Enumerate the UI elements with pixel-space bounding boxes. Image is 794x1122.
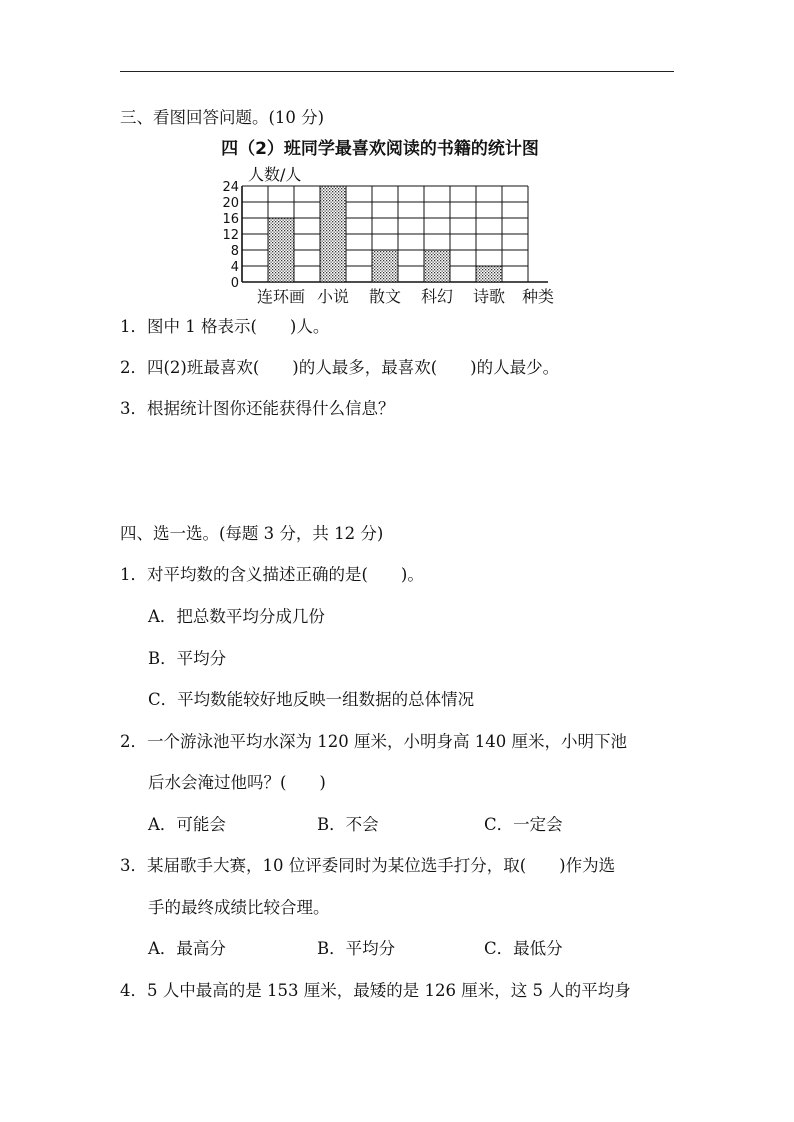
q4-3-option-b: B．平均分 [317, 939, 396, 958]
q4-2-option-b: B．不会 [317, 815, 379, 834]
q3-1: 1．图中 1 格表示( )人。 [120, 317, 330, 336]
header-rule [120, 71, 674, 72]
q3-2: 2．四(2)班最喜欢( )的人最多，最喜欢( )的人最少。 [120, 358, 560, 377]
q4-4-stem-line1: 4．5 人中最高的是 153 厘米，最矮的是 126 厘米，这 5 人的平均身 [120, 981, 631, 1000]
y-tick-label: 8 [230, 244, 239, 259]
section3-heading: 三、看图回答问题。(10 分) [120, 108, 325, 127]
y-tick-label: 24 [222, 180, 239, 195]
q4-3-option-c: C．最低分 [484, 939, 563, 958]
chart-title: 四（2）班同学最喜欢阅读的书籍的统计图 [221, 139, 539, 159]
q4-1-option-b: B．平均分 [148, 649, 227, 668]
section4-heading: 四、选一选。(每题 3 分，共 12 分) [120, 524, 384, 543]
q4-2-option-c: C．一定会 [484, 815, 563, 834]
x-tick-label: 诗歌 [472, 287, 506, 306]
bar-chart [200, 134, 600, 310]
x-tick-label: 科幻 [420, 287, 454, 306]
q4-3-option-a: A．最高分 [148, 939, 226, 958]
y-tick-label: 20 [222, 196, 239, 211]
x-tick-label: 散文 [368, 287, 402, 306]
q4-2-stem-line2: 后水会淹过他吗？( ) [148, 773, 326, 792]
q4-1-option-a: A．把总数平均分成几份 [148, 607, 325, 626]
y-tick-label: 16 [222, 212, 239, 227]
x-tick-label: 小说 [316, 287, 350, 306]
bar-3 [424, 250, 450, 282]
y-tick-label: 0 [230, 276, 239, 291]
bar-2 [372, 250, 398, 282]
bar-1 [320, 186, 346, 282]
y-tick-label: 4 [230, 260, 239, 275]
q4-2-stem-line1: 2．一个游泳池平均水深为 120 厘米，小明身高 140 厘米，小明下池 [120, 732, 627, 751]
q4-1-stem: 1．对平均数的含义描述正确的是( )。 [120, 565, 424, 584]
y-tick-label: 12 [222, 228, 239, 243]
q4-3-stem-line2: 手的最终成绩比较合理。 [148, 898, 330, 917]
y-axis-label: 人数/人 [248, 165, 302, 184]
q4-1-option-c: C．平均数能较好地反映一组数据的总体情况 [148, 690, 475, 709]
q4-3-stem-line1: 3．某届歌手大赛，10 位评委同时为某位选手打分，取( )作为选 [120, 856, 616, 875]
bar-0 [268, 218, 294, 282]
q4-2-option-a: A．可能会 [148, 815, 226, 834]
x-tick-label: 连环画 [256, 287, 306, 306]
x-axis-label: 种类 [521, 287, 555, 306]
q3-3: 3．根据统计图你还能获得什么信息？ [120, 399, 395, 418]
bar-4 [476, 266, 502, 282]
